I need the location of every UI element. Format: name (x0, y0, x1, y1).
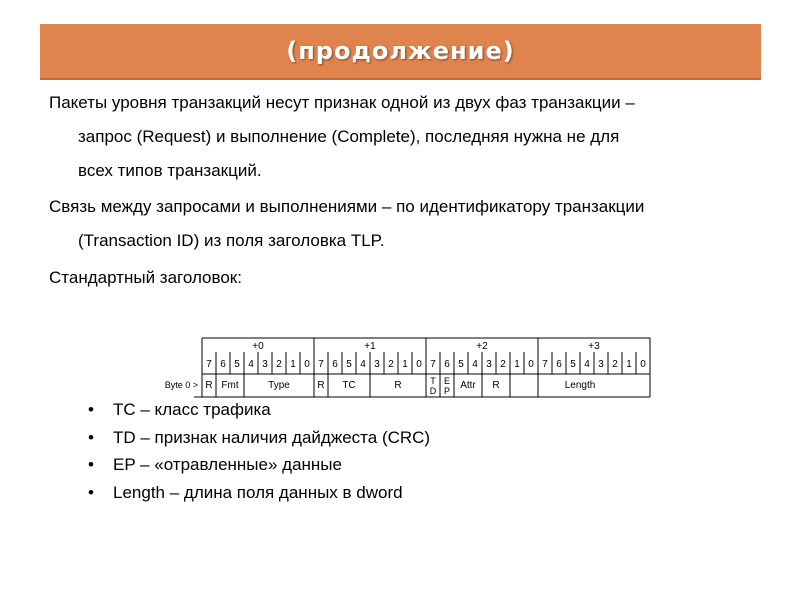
bit-label: 0 (416, 359, 422, 370)
slide-title: (продолжение) (286, 37, 515, 65)
bit-label: 3 (486, 359, 492, 370)
paragraph-line: Пакеты уровня транзакций несут признак одной из двух фаз транзакции – (49, 93, 635, 112)
bullet-dot-icon: • (88, 455, 94, 474)
field-label: Type (268, 380, 290, 391)
bullet-item (88, 424, 430, 452)
bullet-text: TD – признак наличия дайджеста (CRC) (113, 427, 431, 447)
bit-label: 1 (514, 359, 520, 370)
field-label: Fmt (221, 380, 239, 391)
bullet-item (88, 451, 430, 479)
paragraph-standard-header (49, 261, 759, 295)
bullet-dot-icon: • (88, 482, 94, 502)
bit-label: 5 (346, 359, 352, 370)
bit-label: 7 (318, 359, 324, 370)
paragraph-line: Связь между запросами и выполнениями – по идентификатору транзакции (49, 197, 645, 216)
paragraph-line: (Transaction ID) из поля заголовка TLP. (78, 231, 385, 250)
bit-label: 7 (430, 359, 436, 370)
bullet-list (88, 396, 430, 506)
slide-title-bar (40, 24, 761, 80)
byte-label: +1 (364, 341, 376, 352)
bullet-text: TC – класс трафика (113, 400, 271, 419)
bullet-text: Length – длина поля данных в dword (113, 482, 403, 502)
byte-label: +2 (476, 341, 488, 352)
bit-label: 6 (220, 359, 226, 370)
bit-label: 5 (570, 359, 576, 370)
bit-label: 0 (528, 359, 534, 370)
bit-label: 4 (472, 359, 478, 370)
field-label: E P (443, 376, 451, 396)
bit-label: 1 (626, 359, 632, 370)
bit-label: 7 (206, 359, 212, 370)
bit-label: 3 (374, 359, 380, 370)
bullet-text: EP – «отравленные» данные (113, 455, 342, 474)
field-label: R (492, 380, 500, 391)
bit-label: 3 (598, 359, 604, 370)
paragraph-line: запрос (Request) и выполнение (Complete), последняя нужна не для (78, 127, 620, 146)
bit-label: 3 (262, 359, 268, 370)
bit-label: 5 (458, 359, 464, 370)
bullet-item (88, 479, 430, 507)
bit-label: 0 (640, 359, 646, 370)
bit-label: 4 (584, 359, 590, 370)
bit-label: 7 (542, 359, 548, 370)
field-label: R (317, 380, 325, 391)
byte-label: +3 (588, 341, 600, 352)
bullet-dot-icon: • (88, 427, 94, 447)
bit-label: 4 (248, 359, 254, 370)
bit-label: 0 (304, 359, 310, 370)
field-label: TC (342, 380, 356, 391)
bit-label: 5 (234, 359, 240, 370)
field-label: R (205, 380, 213, 391)
paragraph-line: Стандартный заголовок: (49, 268, 242, 287)
bit-label: 2 (276, 359, 282, 370)
bit-label: 1 (402, 359, 408, 370)
tlp-header-diagram (152, 333, 654, 401)
field-label: Length (564, 380, 596, 391)
bit-label: 2 (500, 359, 506, 370)
byte-label: +0 (252, 341, 264, 352)
bit-label: 1 (290, 359, 296, 370)
bit-label: 6 (556, 359, 562, 370)
bit-label: 6 (332, 359, 338, 370)
paragraph-packet-phases (49, 86, 759, 188)
field-label: Attr (460, 380, 476, 391)
bit-label: 2 (612, 359, 618, 370)
bit-label: 2 (388, 359, 394, 370)
bit-label: 4 (360, 359, 366, 370)
paragraph-line: всех типов транзакций. (78, 161, 262, 180)
row-label: Byte 0 > (164, 380, 198, 390)
bit-label: 6 (444, 359, 450, 370)
field-label: R (394, 380, 402, 391)
bullet-dot-icon: • (88, 400, 94, 419)
paragraph-transaction-id (49, 190, 759, 258)
bullet-item (88, 396, 430, 424)
field-label: T D (429, 376, 437, 396)
